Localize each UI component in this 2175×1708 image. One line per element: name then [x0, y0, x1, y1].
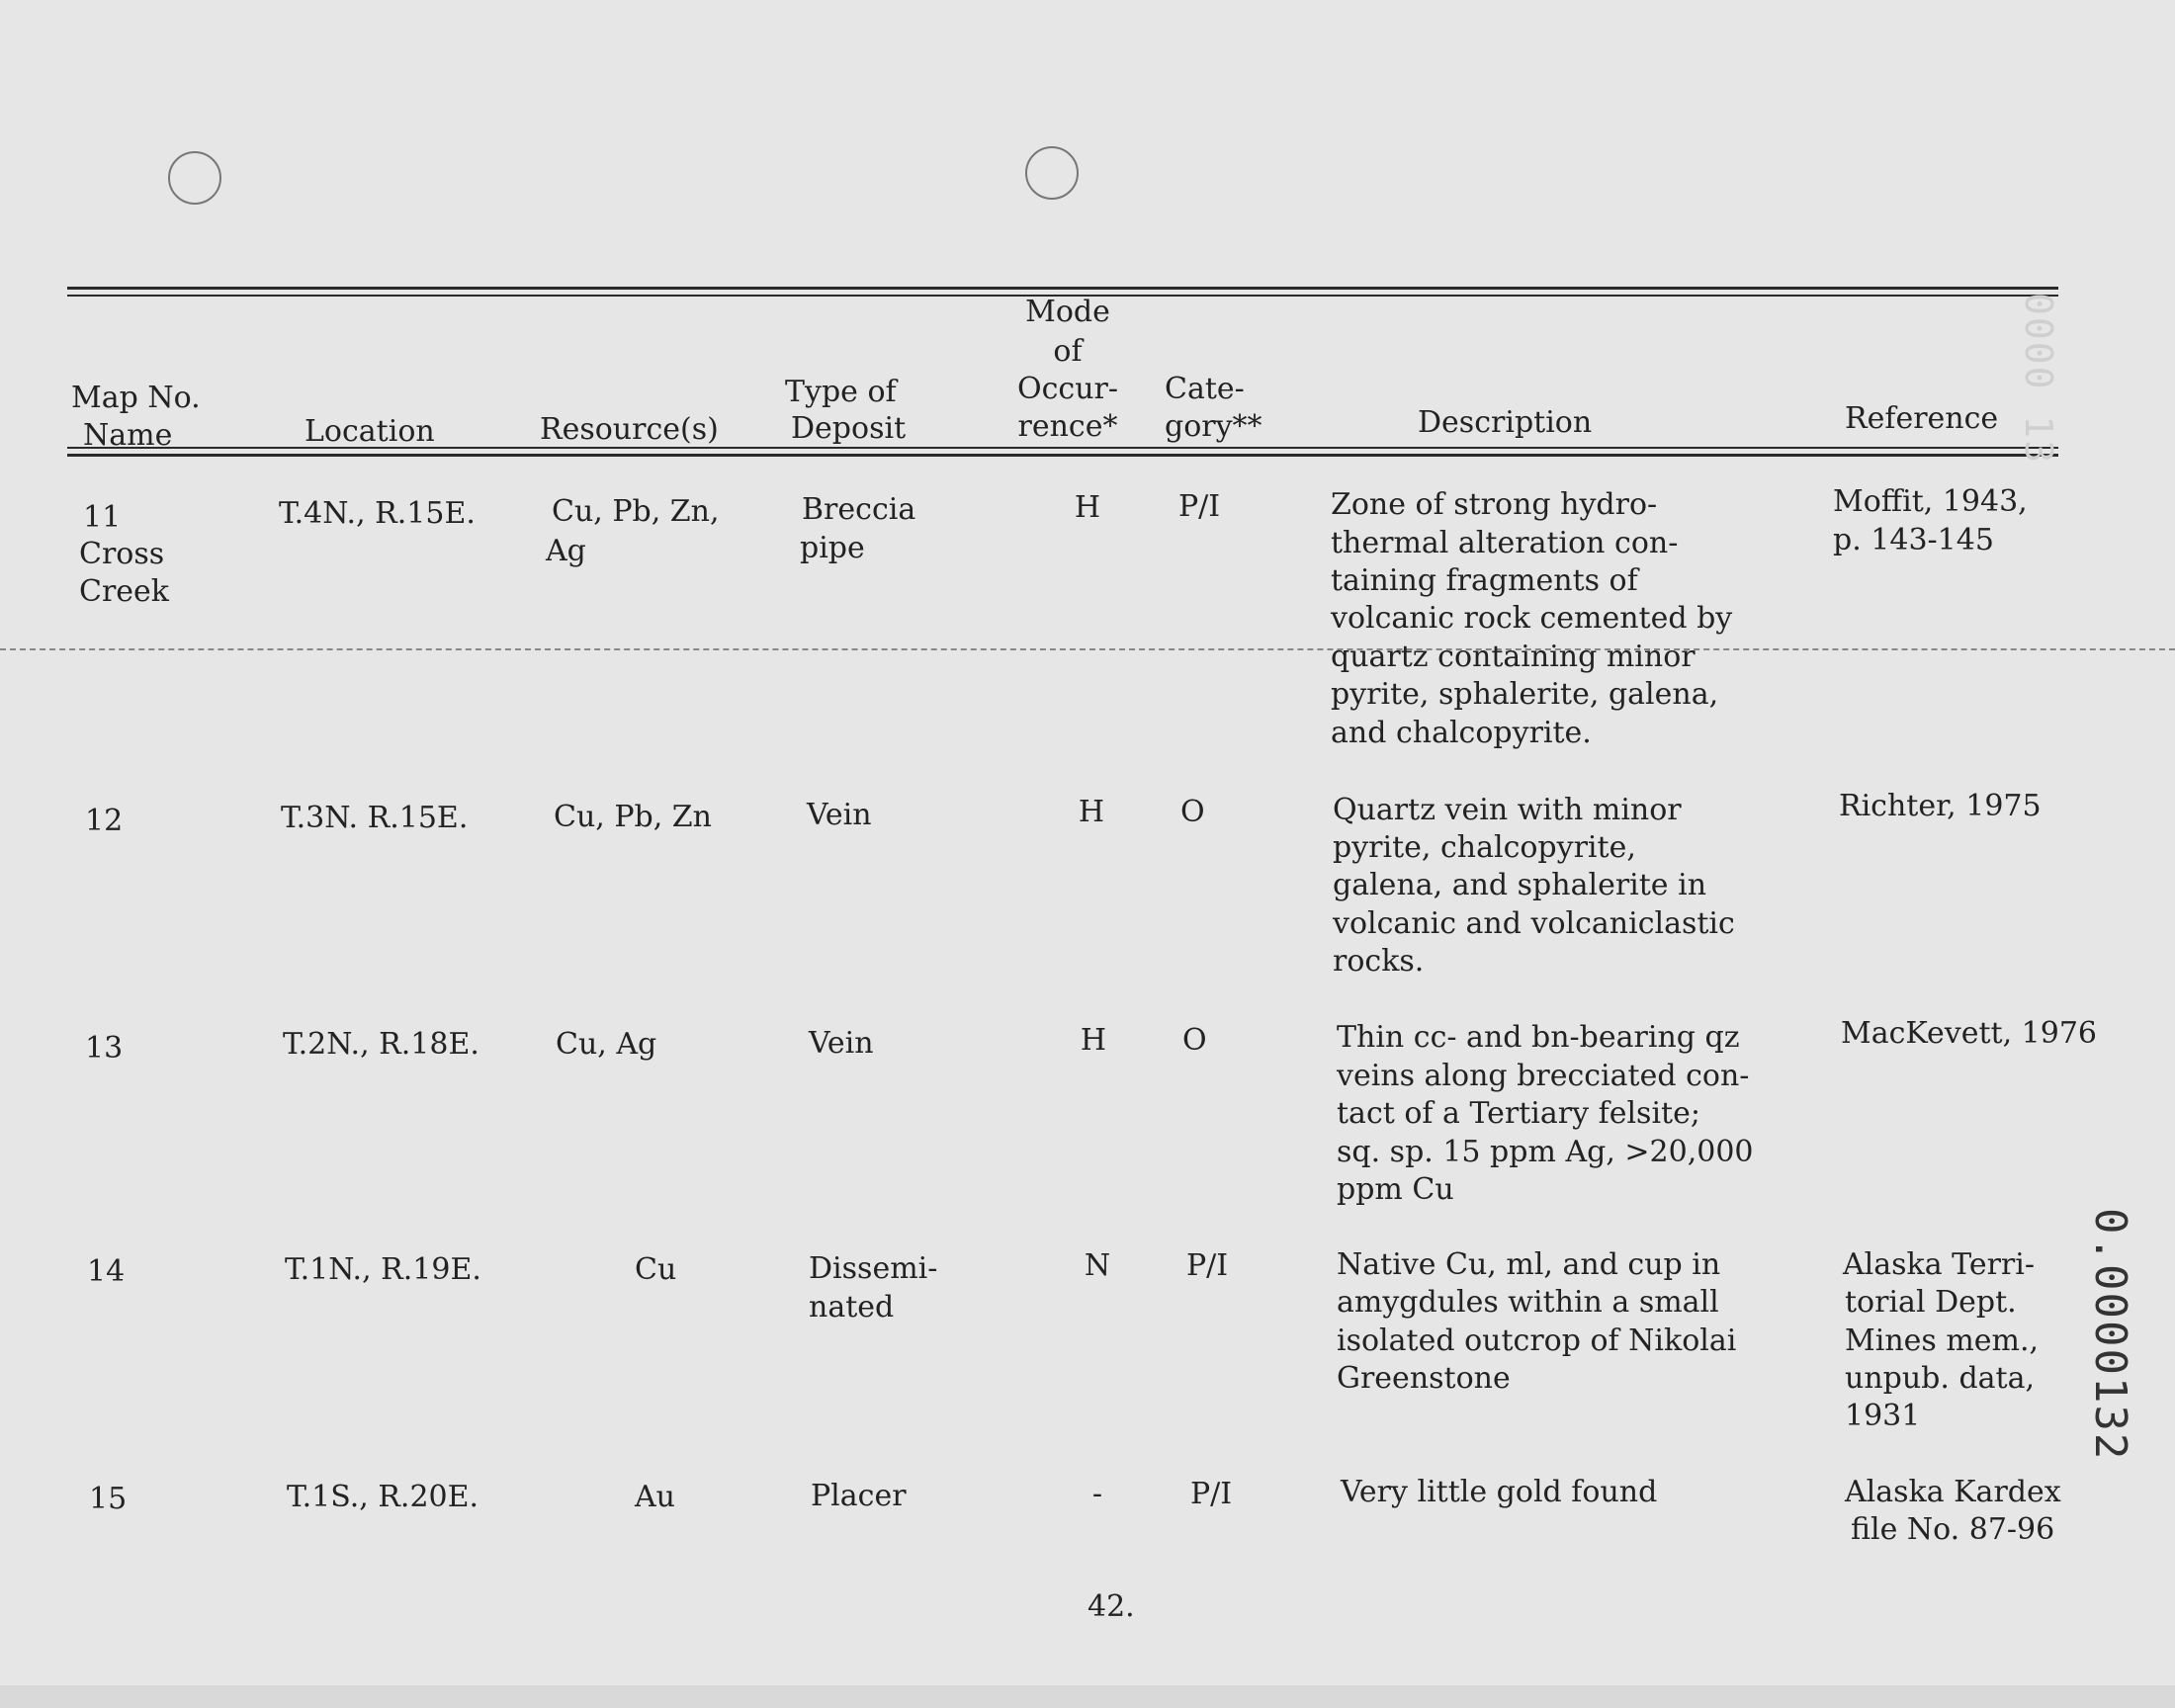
- row-14-type-line1: Dissemi-: [809, 1251, 938, 1286]
- row-15-category: P/I: [1190, 1477, 1233, 1511]
- row-11-desc-line2: thermal alteration con-: [1331, 526, 1679, 560]
- row-14-location: T.1N., R.19E.: [285, 1252, 481, 1287]
- row-15-map: 15: [89, 1482, 128, 1516]
- row-14-category: P/I: [1186, 1248, 1229, 1283]
- row-11-name-line1: Cross: [79, 537, 165, 571]
- row-14-desc-line4: Greenstone: [1337, 1361, 1511, 1396]
- row-11-ref-line2: p. 143-145: [1833, 523, 1994, 557]
- row-11-location: T.4N., R.15E.: [279, 496, 476, 531]
- row-13-resources: Cu, Ag: [556, 1027, 657, 1062]
- row-15-ref-line1: Alaska Kardex: [1845, 1475, 2061, 1509]
- header-type-line2: Deposit: [791, 411, 907, 446]
- row-14-ref-line1: Alaska Terri-: [1843, 1247, 2035, 1282]
- header-rule-inner: [67, 454, 2058, 457]
- row-13-desc-line2: veins along brecciated con-: [1337, 1059, 1750, 1093]
- row-13-category: O: [1182, 1023, 1207, 1058]
- punch-hole-center: [1025, 146, 1079, 200]
- row-13-desc-line3: tact of a Tertiary felsite;: [1337, 1096, 1700, 1131]
- row-12-resources: Cu, Pb, Zn: [554, 800, 712, 834]
- row-14-ref-line4: unpub. data,: [1845, 1361, 2036, 1396]
- row-11-type-line2: pipe: [800, 531, 865, 565]
- row-11-name-line2: Creek: [79, 574, 169, 609]
- row-14-ref-line3: Mines mem.,: [1845, 1324, 2040, 1358]
- row-15-resources: Au: [635, 1480, 675, 1514]
- document-id-stamp: 0.0000132: [2085, 1208, 2135, 1462]
- row-13-ref-line1: MacKevett, 1976: [1841, 1016, 2097, 1051]
- row-12-desc-line3: galena, and sphalerite in: [1333, 868, 1707, 902]
- header-mode-line3: Occur-: [1017, 372, 1118, 406]
- row-13-desc-line5: ppm Cu: [1337, 1172, 1454, 1207]
- row-12-category: O: [1180, 795, 1205, 829]
- row-13-map: 13: [85, 1031, 124, 1066]
- punch-hole-left: [168, 151, 221, 205]
- row-14-ref-line5: 1931: [1845, 1399, 1921, 1433]
- row-11-mode: H: [1074, 490, 1101, 525]
- header-description: Description: [1418, 405, 1593, 440]
- row-11-desc-line6: pyrite, sphalerite, galena,: [1331, 677, 1719, 712]
- row-12-desc-line4: volcanic and volcaniclastic: [1333, 906, 1735, 941]
- page-number: 42.: [1088, 1589, 1135, 1624]
- row-12-location: T.3N. R.15E.: [281, 801, 469, 835]
- header-mode-line2: of: [1053, 334, 1083, 369]
- header-category-line1: Cate-: [1165, 372, 1245, 406]
- row-11-ref-line1: Moffit, 1943,: [1833, 484, 2028, 519]
- row-11-resources-line1: Cu, Pb, Zn,: [552, 494, 720, 529]
- row-12-ref-line1: Richter, 1975: [1839, 789, 2042, 823]
- row-14-resources: Cu: [635, 1252, 677, 1287]
- row-15-location: T.1S., R.20E.: [287, 1480, 479, 1514]
- row-12-map: 12: [85, 804, 124, 838]
- row-11-resources-line2: Ag: [546, 534, 586, 568]
- row-13-desc-line4: sq. sp. 15 ppm Ag, >20,000: [1337, 1135, 1754, 1169]
- fold-line: [0, 648, 2175, 650]
- row-15-desc-line1: Very little gold found: [1341, 1475, 1658, 1509]
- header-type-line1: Type of: [785, 375, 897, 409]
- row-11-desc-line1: Zone of strong hydro-: [1331, 487, 1658, 522]
- row-12-desc-line2: pyrite, chalcopyrite,: [1333, 830, 1636, 865]
- document-id-stamp-faint: 0000 13: [2017, 293, 2060, 466]
- row-12-desc-line5: rocks.: [1333, 944, 1425, 979]
- row-14-mode: N: [1084, 1248, 1111, 1283]
- row-11-desc-line5: quartz containing minor: [1331, 640, 1696, 674]
- row-11-desc-line4: volcanic rock cemented by: [1331, 601, 1733, 636]
- row-12-type: Vein: [807, 798, 872, 832]
- row-11-category: P/I: [1178, 489, 1221, 524]
- header-map-line2: Name: [83, 418, 173, 453]
- row-11-desc-line3: taining fragments of: [1331, 563, 1638, 598]
- row-14-desc-line3: isolated outcrop of Nikolai: [1337, 1324, 1737, 1358]
- header-mode-line1: Mode: [1025, 295, 1110, 329]
- row-14-ref-line2: torial Dept.: [1845, 1285, 2017, 1320]
- header-reference: Reference: [1845, 401, 1999, 436]
- top-rule: [67, 287, 2058, 290]
- header-mode-line4: rence*: [1017, 409, 1118, 444]
- row-11-desc-line7: and chalcopyrite.: [1331, 716, 1592, 750]
- row-13-desc-line1: Thin cc- and bn-bearing qz: [1337, 1020, 1740, 1055]
- row-14-desc-line2: amygdules within a small: [1337, 1285, 1719, 1320]
- row-13-location: T.2N., R.18E.: [283, 1027, 479, 1062]
- row-14-type-line2: nated: [809, 1290, 895, 1324]
- header-location: Location: [304, 414, 435, 449]
- header-category-line2: gory**: [1165, 409, 1262, 444]
- row-11-type-line1: Breccia: [802, 492, 916, 527]
- header-map-line1: Map No.: [71, 381, 201, 415]
- row-15-ref-line2: file No. 87-96: [1851, 1512, 2055, 1547]
- header-resources: Resource(s): [540, 412, 719, 447]
- row-12-mode: H: [1078, 795, 1105, 829]
- row-14-desc-line1: Native Cu, ml, and cup in: [1337, 1247, 1721, 1282]
- row-13-mode: H: [1080, 1023, 1107, 1058]
- row-13-type: Vein: [809, 1026, 874, 1061]
- row-15-mode: -: [1091, 1477, 1103, 1511]
- row-11-map: 11: [83, 500, 122, 535]
- row-12-desc-line1: Quartz vein with minor: [1333, 793, 1682, 827]
- row-14-map: 14: [87, 1254, 126, 1289]
- row-15-type: Placer: [811, 1479, 907, 1513]
